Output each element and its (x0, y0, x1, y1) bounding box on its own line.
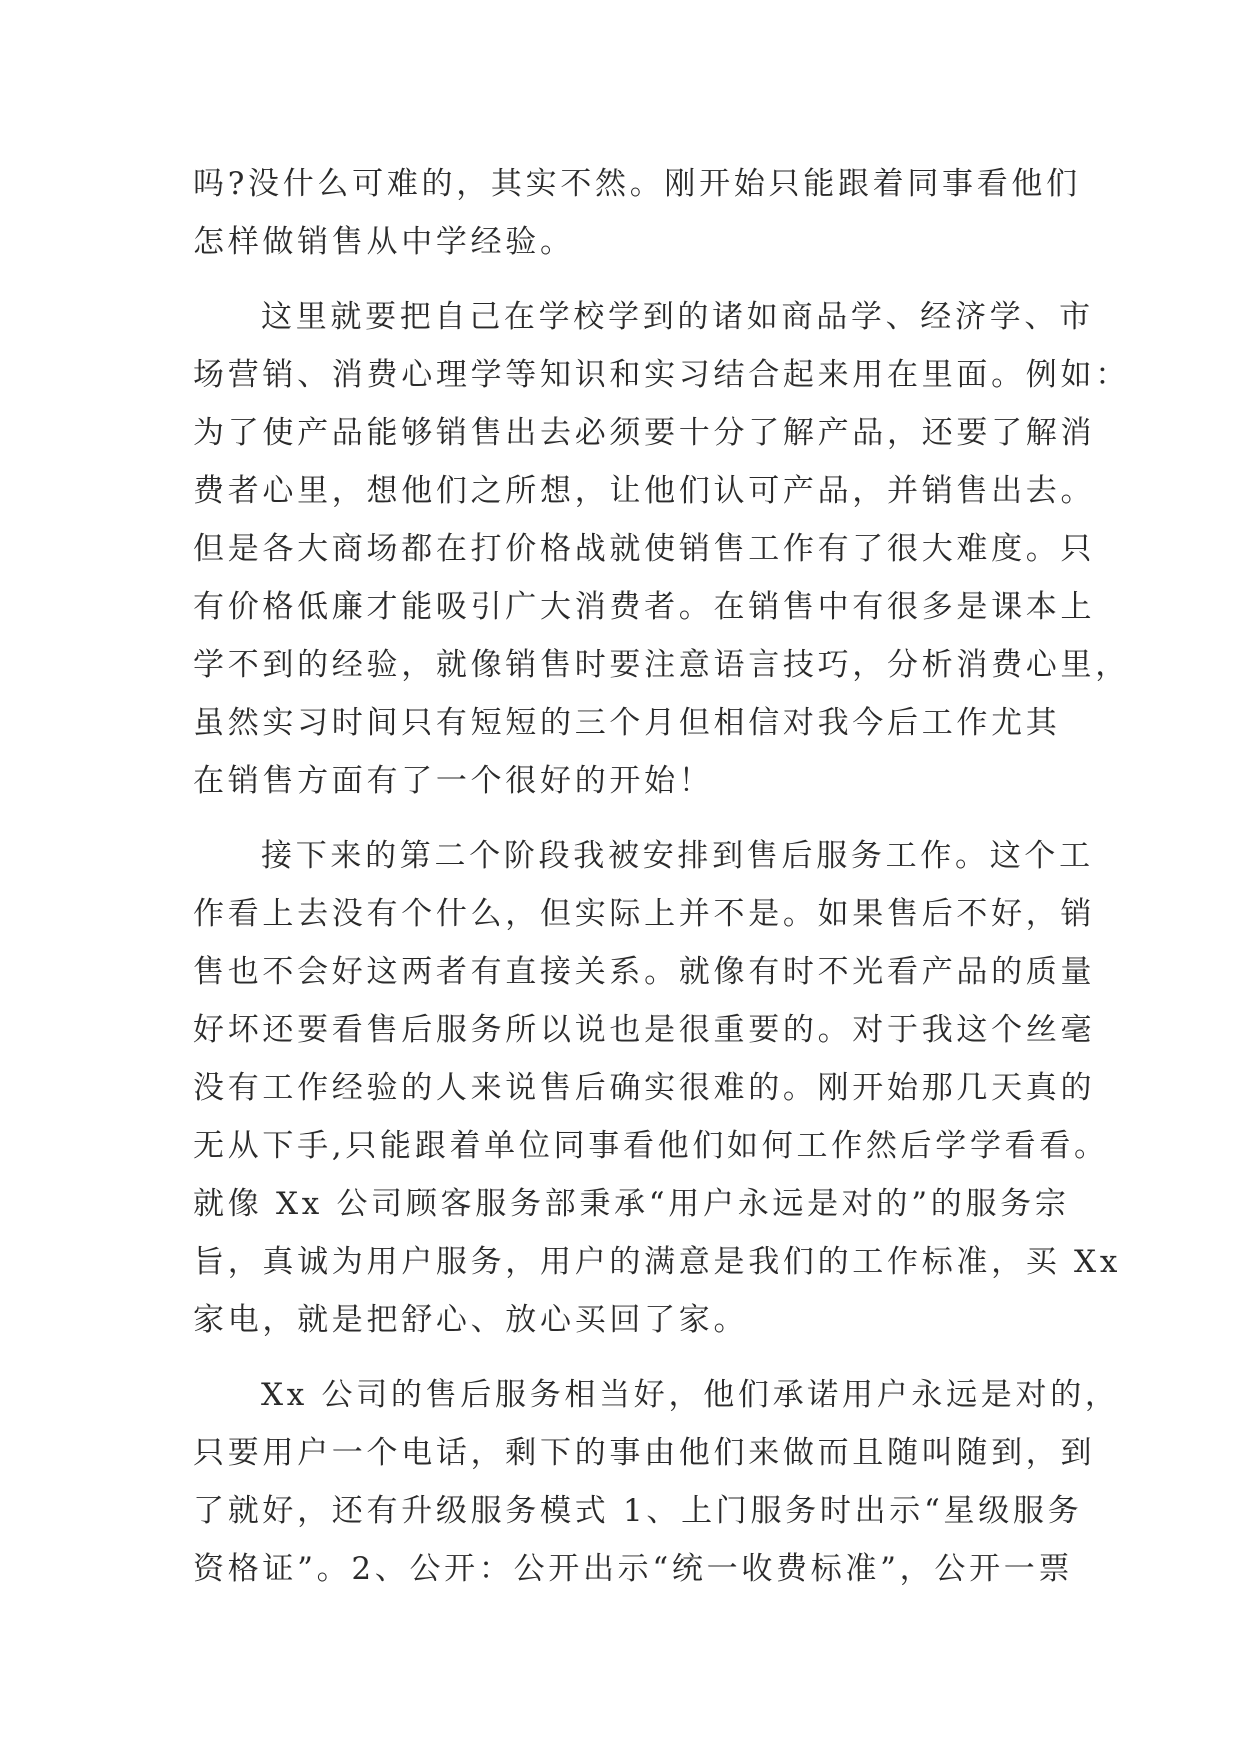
text-line: 作看上去没有个什么，但实际上并不是。如果售后不好，销 (193, 896, 1096, 932)
text-line: 为了使产品能够销售出去必须要十分了解产品，还要了解消 (193, 415, 1096, 451)
text-line: 有价格低廉才能吸引广大消费者。在销售中有很多是课本上 (193, 589, 1096, 625)
text-line: 好坏还要看售后服务所以说也是很重要的。对于我这个丝毫 (193, 1012, 1096, 1048)
text-line: 但是各大商场都在打价格战就使销售工作有了很大难度。只 (193, 531, 1096, 567)
text-line: 家电，就是把舒心、放心买回了家。 (193, 1302, 749, 1338)
text-line: 吗?没什么可难的，其实不然。刚开始只能跟着同事看他们 (193, 166, 1081, 202)
paragraph-first-line: Xx 公司的售后服务相当好，他们承诺用户永远是对的， (261, 1377, 1120, 1413)
text-line: 就像 Xx 公司顾客服务部秉承“用户永远是对的”的服务宗 (193, 1186, 1070, 1222)
paragraph-first-line: 接下来的第二个阶段我被安排到售后服务工作。这个工 (261, 838, 1094, 874)
text-line: 在销售方面有了一个很好的开始！ (193, 763, 714, 799)
text-line: 只要用户一个电话，剩下的事由他们来做而且随叫随到，到 (193, 1435, 1096, 1471)
text-line: 无从下手,只能跟着单位同事看他们如何工作然后学学看看。 (193, 1128, 1109, 1164)
paragraph-first-line: 这里就要把自己在学校学到的诸如商品学、经济学、市 (261, 299, 1094, 335)
text-line: 怎样做销售从中学经验。 (193, 224, 575, 260)
text-line: 学不到的经验，就像销售时要注意语言技巧，分析消费心里， (193, 647, 1130, 683)
text-line: 虽然实习时间只有短短的三个月但相信对我今后工作尤其 (193, 705, 1061, 741)
text-line: 资格证”。2、公开：公开出示“统一收费标准”，公开一票 (193, 1551, 1074, 1587)
text-line: 场营销、消费心理学等知识和实习结合起来用在里面。例如： (193, 357, 1130, 393)
text-line: 没有工作经验的人来说售后确实很难的。刚开始那几天真的 (193, 1070, 1096, 1106)
text-line: 费者心里，想他们之所想，让他们认可产品，并销售出去。 (193, 473, 1096, 509)
body-text (193, 155, 1130, 1598)
text-line: 售也不会好这两者有直接关系。就像有时不光看产品的质量 (193, 954, 1096, 990)
text-line: 旨，真诚为用户服务，用户的满意是我们的工作标准，买 Xx (193, 1244, 1122, 1280)
text-line: 了就好，还有升级服务模式 1、上门服务时出示“星级服务 (193, 1493, 1083, 1529)
